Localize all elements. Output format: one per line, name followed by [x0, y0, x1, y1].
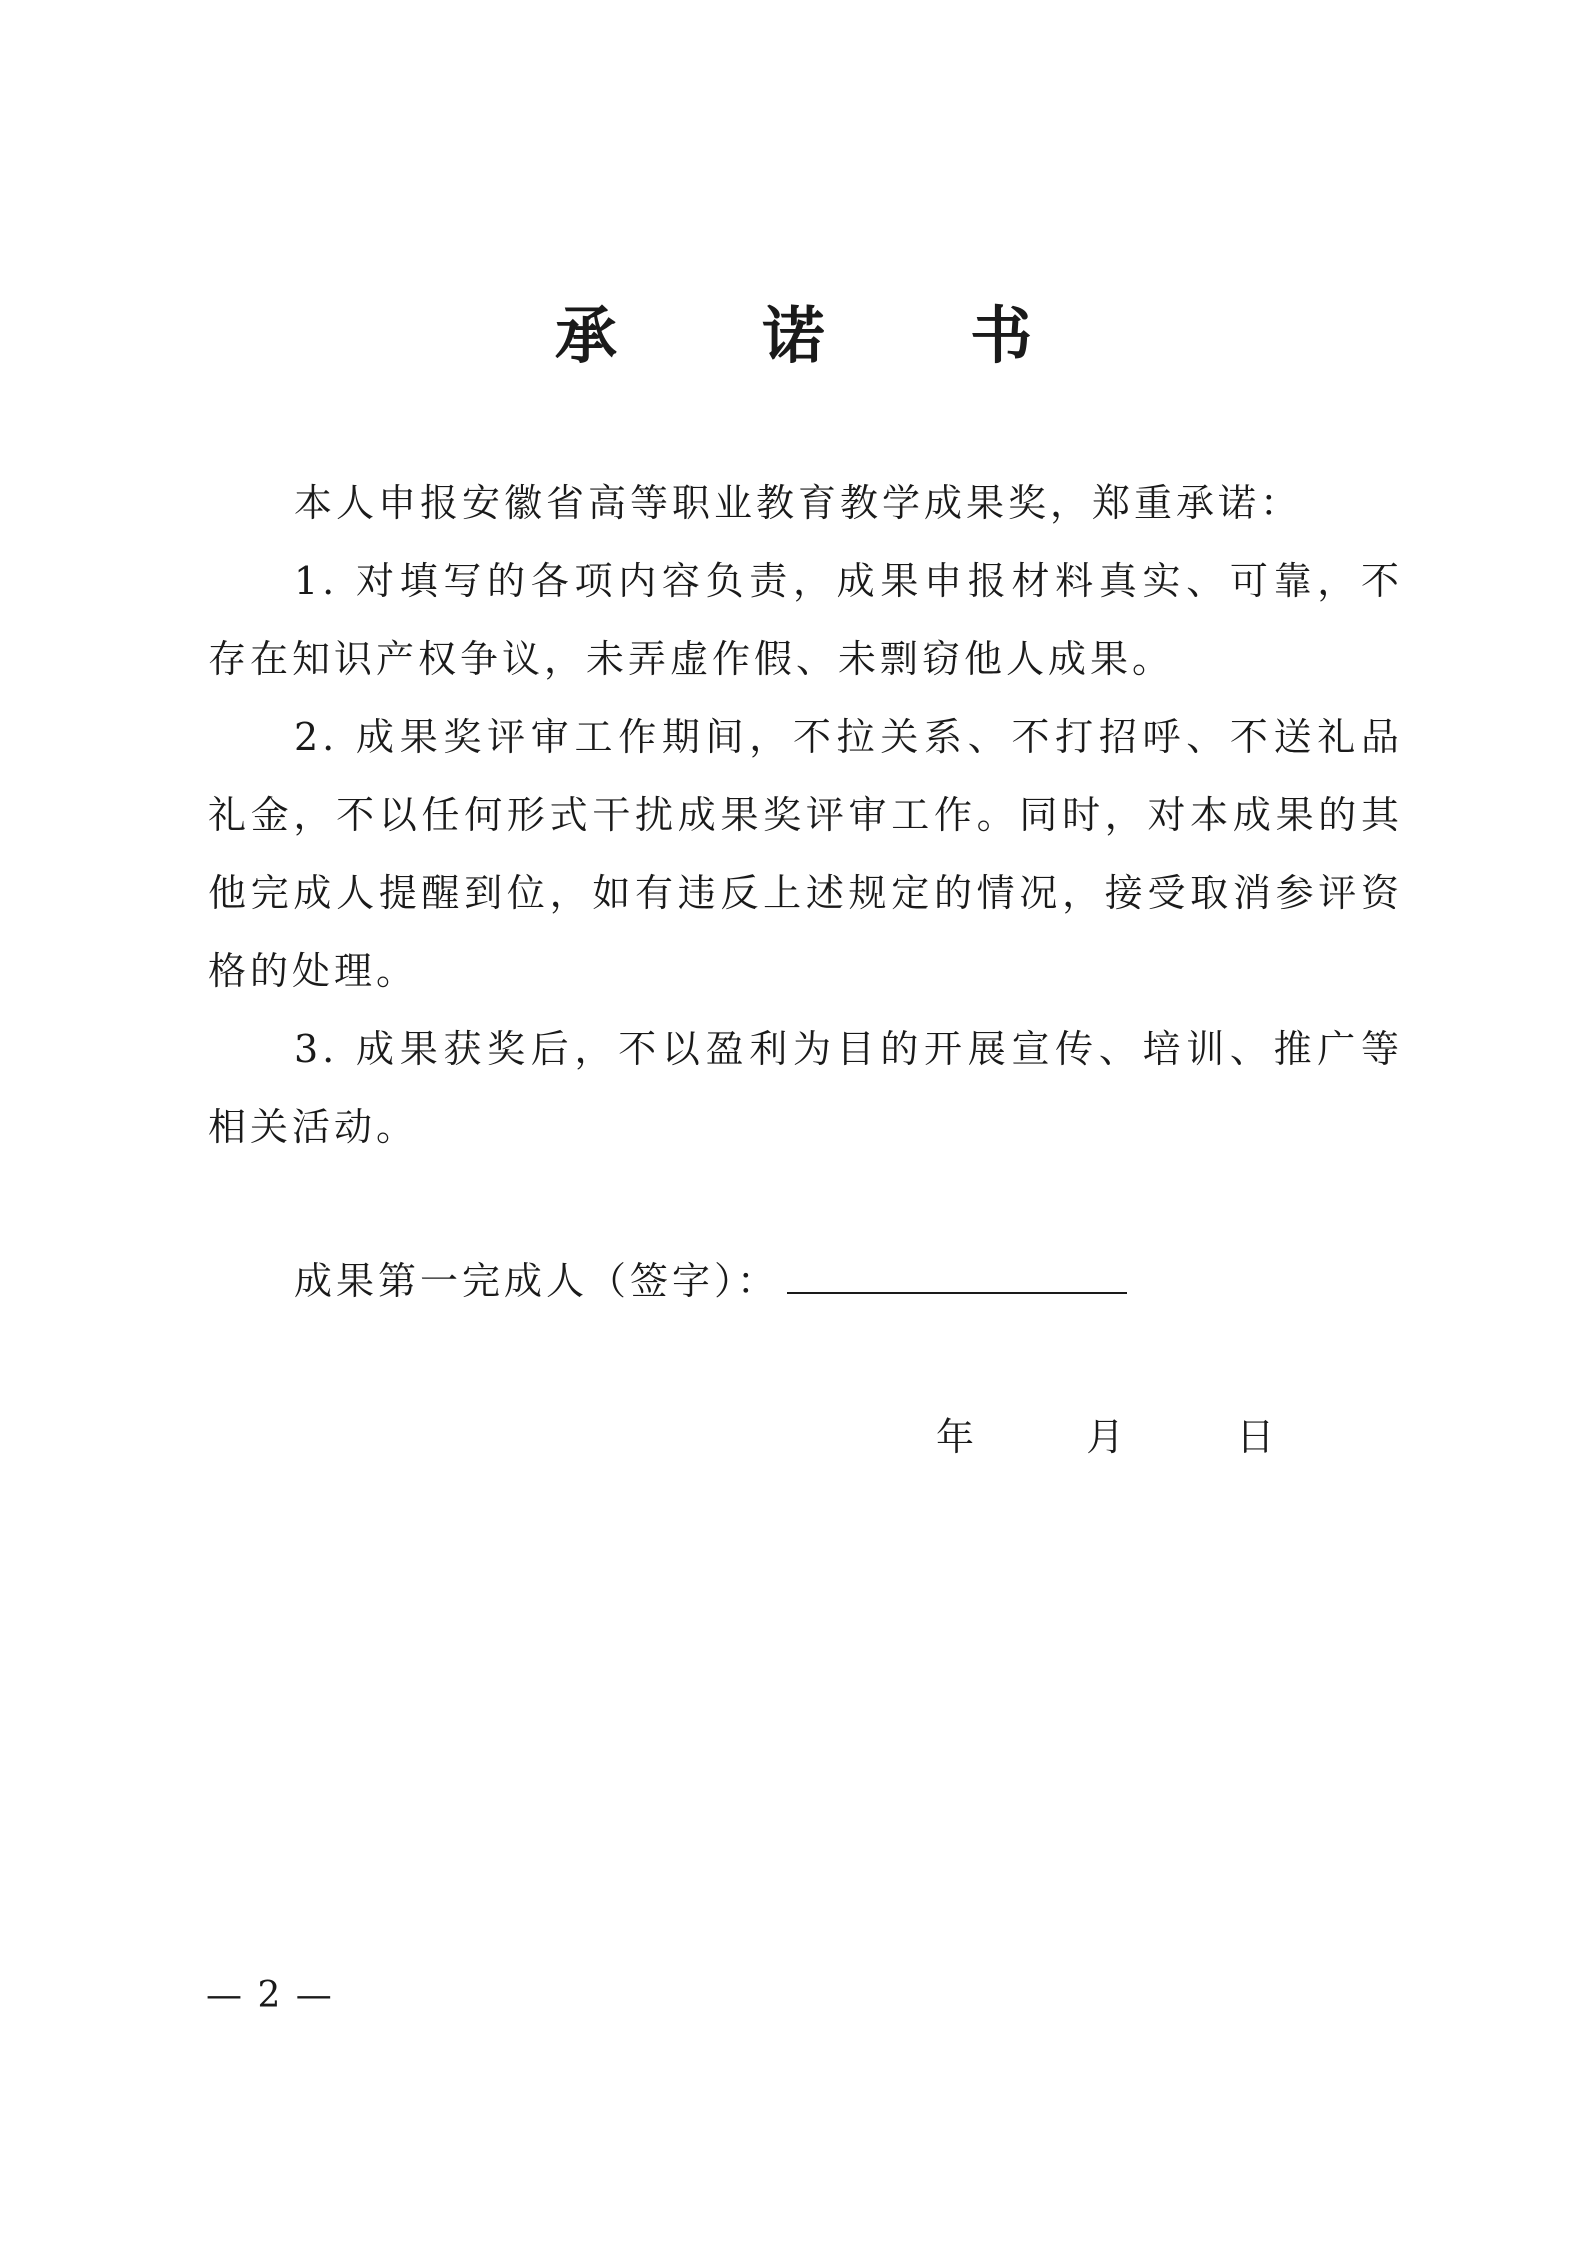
date-year-label: 年 — [936, 1415, 975, 1459]
date-day-label: 日 — [1236, 1415, 1275, 1459]
intro-paragraph: 本人申报安徽省高等职业教育教学成果奖，郑重承诺： — [294, 481, 1303, 525]
commitment-item-1: 1. 对填写的各项内容负责，成果申报材料真实、可靠，不存在知识产权争议，未弄虚作假、未剽窃他人成果。 — [208, 559, 1403, 681]
commitment-item-2: 2. 成果奖评审工作期间，不拉关系、不打招呼、不送礼品礼金，不以任何形式干扰成果奖评审工作。同时，对本成果的其他完成人提醒到位，如有违反上述规定的情况，接受取消参评资格的处理。 — [208, 715, 1403, 993]
commitment-item-3: 3. 成果获奖后，不以盈利为目的开展宣传、培训、推广等相关活动。 — [208, 1027, 1403, 1149]
document-title: 承 诺 书 — [554, 299, 1095, 372]
document-body — [208, 464, 1403, 1166]
signature-label: 成果第一完成人（签字）： — [294, 1259, 780, 1303]
page-number: — 2 — — [206, 1975, 334, 2016]
signature-line[interactable] — [787, 1248, 1127, 1294]
date-row — [936, 1398, 1274, 1476]
signature-row — [294, 1242, 1127, 1320]
date-month-label: 月 — [1086, 1415, 1125, 1459]
